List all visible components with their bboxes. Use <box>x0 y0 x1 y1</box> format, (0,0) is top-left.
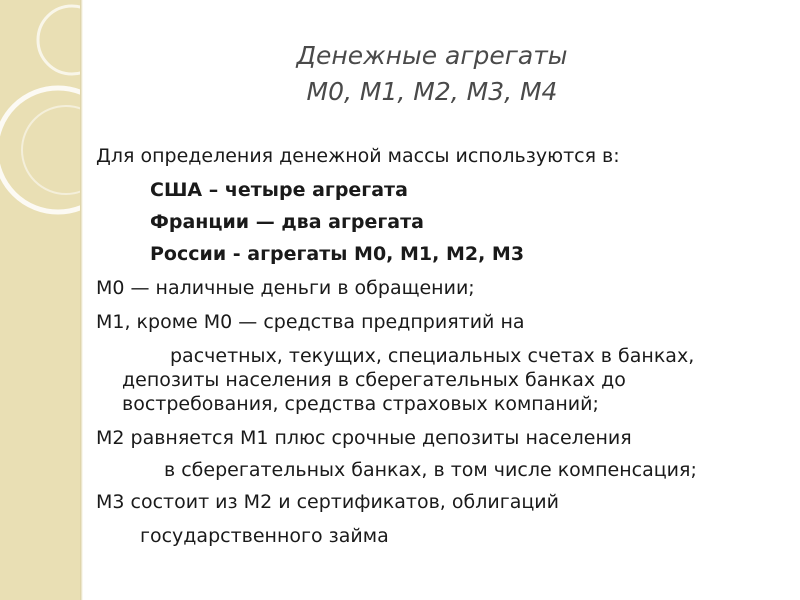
m1-definition-line-4: востребования, средства страховых компаний; <box>122 393 599 415</box>
title-line-1: Денежные агрегаты <box>296 41 568 70</box>
m1-definition-line-3: депозиты населения в сберегательных банках до <box>122 369 626 391</box>
country-russia: России - агрегаты М0, М1, М2, М3 <box>150 243 525 265</box>
m3-definition-line-2: государственного займа <box>140 525 389 547</box>
decorative-circles <box>0 0 82 600</box>
title-line-2: М0, М1, М2, М3, М4 <box>306 77 558 106</box>
m1-definition-line-2: расчетных, текущих, специальных счетах в банках, <box>170 345 695 367</box>
slide-title <box>82 38 782 110</box>
m1-definition-line-1: М1, кроме М0 — средства предприятий на <box>96 311 525 333</box>
m2-definition-line-2: в сберегательных банках, в том числе компенсация; <box>164 459 697 481</box>
country-france: Франции — два агрегата <box>150 211 424 233</box>
intro-text: Для определения денежной массы используются в: <box>96 145 620 167</box>
m0-definition: М0 — наличные деньги в обращении; <box>96 277 475 299</box>
country-usa: США – четыре агрегата <box>150 179 408 201</box>
m3-definition-line-1: М3 состоит из М2 и сертификатов, облигаций <box>96 491 559 513</box>
decorative-sidebar <box>0 0 82 600</box>
m2-definition-line-1: М2 равняется М1 плюс срочные депозиты населения <box>96 427 632 449</box>
